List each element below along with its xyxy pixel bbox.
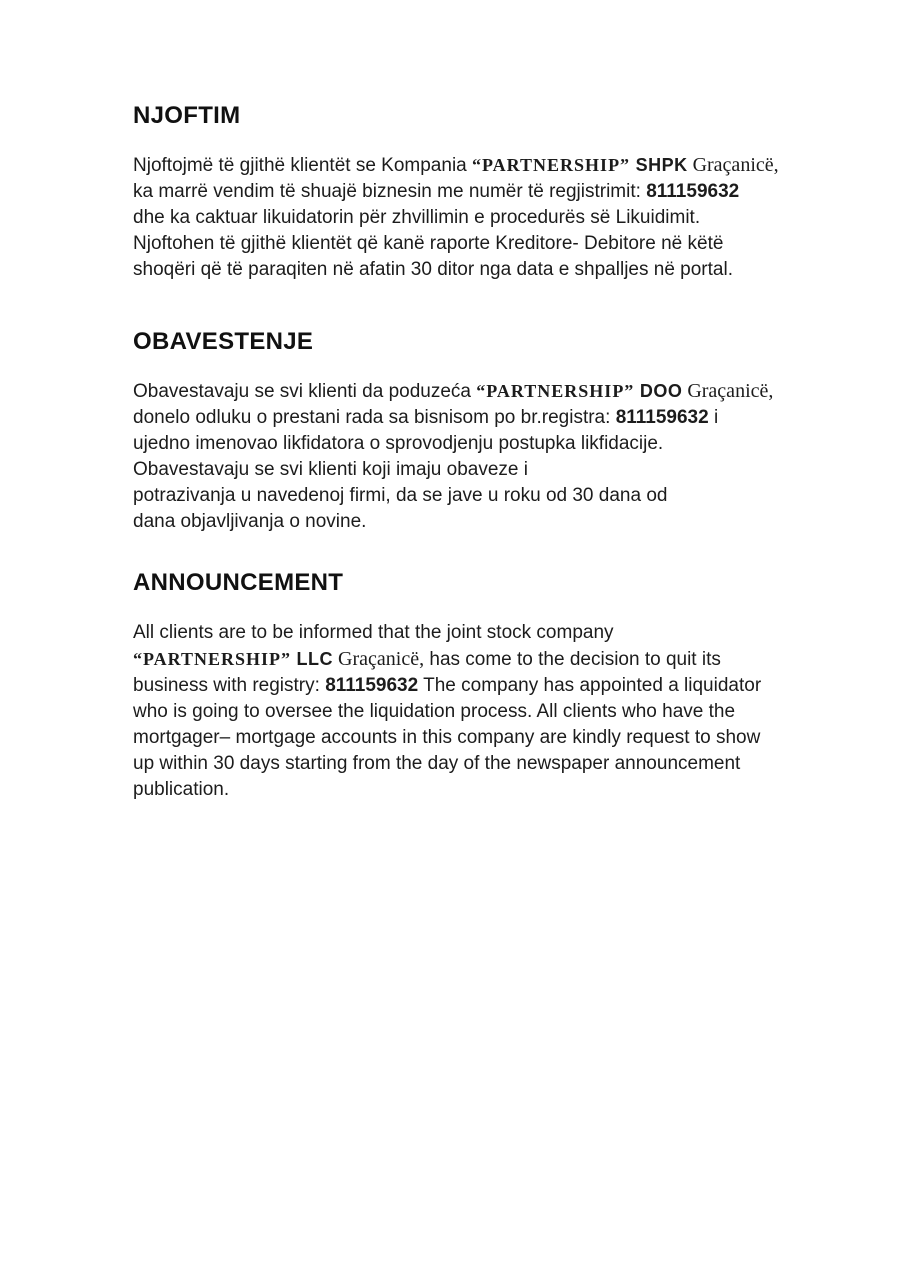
text-run: Graçanicë, [687, 154, 779, 176]
text-run: ujedno imenovao likfidatora o sprovodjenju postupka likfidacije. [133, 433, 664, 454]
text-run: DOO [634, 381, 683, 401]
text-run: Obavestavaju se svi klienti koji imaju obaveze i [133, 459, 528, 480]
text-run: Graçanicë, [333, 648, 425, 670]
text-run: 811159632 [325, 675, 419, 696]
obavestenje-heading: OBAVESTENJE [133, 328, 314, 355]
text-run: dhe ka caktuar likuidatorin për zhvillimin e procedurës së Likuidimit. [133, 207, 701, 228]
obavestenje-paragraph [133, 378, 805, 535]
section-obavestenje [133, 329, 805, 535]
text-run: “PARTNERSHIP” [133, 649, 292, 669]
text-run: who is going to oversee the liquidation process. All clients who have the [133, 701, 736, 722]
announcement-heading: ANNOUNCEMENT [133, 569, 344, 596]
text-run: mortgager– mortgage accounts in this company are kindly request to show [133, 727, 761, 748]
text-run: up within 30 days starting from the day of the newspaper announcement [133, 753, 741, 774]
text-run: ka marrë vendim të shuajë biznesin me numër të regjistrimit: [133, 181, 647, 202]
text-run: donelo odluku o prestani rada sa bisnisom po br.registra: [133, 407, 616, 428]
text-run: Njoftohen të gjithë klientët që kanë raporte Kreditore- Debitore në këtë [133, 233, 724, 254]
text-run: Graçanicë, [682, 380, 774, 402]
text-run: potrazivanja u navedenoj firmi, da se jave u roku od 30 dana od [133, 485, 668, 506]
njoftim-heading: NJOFTIM [133, 102, 241, 129]
text-run: business with registry: [133, 675, 326, 696]
text-run: LLC [291, 649, 334, 669]
text-run: shoqëri që të paraqiten në afatin 30 ditor nga data e shpalljes në portal. [133, 259, 733, 280]
text-run: Njoftojmë të gjithë klientët se Kompania [133, 155, 473, 176]
text-run: publication. [133, 779, 230, 800]
text-run: “PARTNERSHIP” [472, 155, 631, 175]
njoftim-paragraph [133, 152, 805, 283]
text-run: 811159632 [615, 407, 709, 428]
text-run: SHPK [630, 155, 688, 175]
announcement-paragraph [133, 620, 805, 803]
text-run: dana objavljivanja o novine. [133, 511, 367, 532]
text-run: The company has appointed a liquidator [418, 675, 762, 696]
text-run: 811159632 [646, 181, 740, 202]
text-run: Obavestavaju se svi klienti da poduzeća [133, 381, 477, 402]
text-run: All clients are to be informed that the joint stock company [133, 622, 614, 643]
text-run: has come to the decision to quit its [424, 649, 721, 670]
section-njoftim [133, 103, 805, 283]
document-page [0, 103, 900, 1268]
text-run: i [708, 407, 719, 428]
text-run: “PARTNERSHIP” [476, 381, 635, 401]
section-announcement [133, 570, 805, 803]
